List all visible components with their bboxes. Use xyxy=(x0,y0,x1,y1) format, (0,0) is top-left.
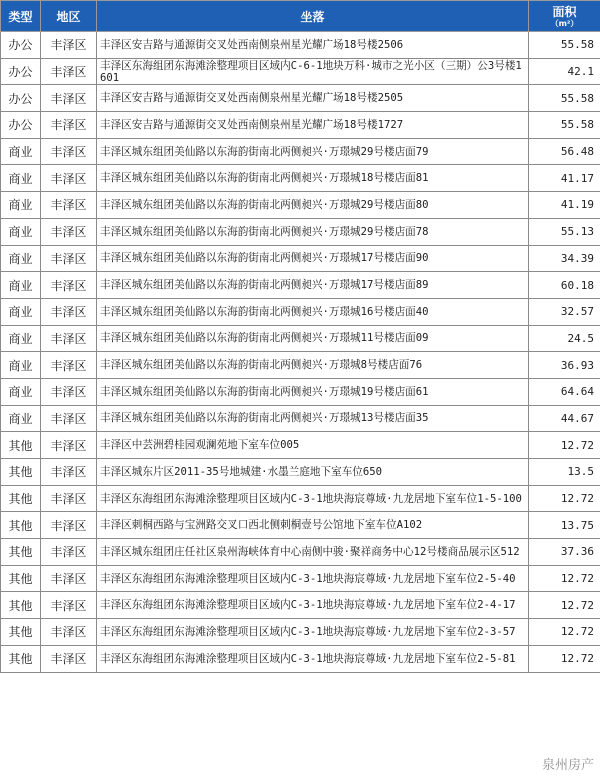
table-row xyxy=(1,58,600,85)
header-type: 类型 xyxy=(1,1,41,32)
table-row xyxy=(1,485,600,512)
table-row xyxy=(1,539,600,566)
cell-type: 其他 xyxy=(1,592,41,619)
cell-type: 其他 xyxy=(1,565,41,592)
table-row xyxy=(1,165,600,192)
cell-type: 其他 xyxy=(1,432,41,459)
cell-district: 丰泽区 xyxy=(41,405,97,432)
cell-district: 丰泽区 xyxy=(41,32,97,59)
table-body xyxy=(1,32,600,673)
cell-area: 56.48 xyxy=(529,138,600,165)
cell-area: 36.93 xyxy=(529,352,600,379)
cell-location: 丰泽区东海组团东海滩涂整理项目区域内C-3-1地块海宸尊域·九龙居地下室车位2-3-57 xyxy=(97,619,529,646)
cell-location: 丰泽区城东组团美仙路以东海韵街南北两侧昶兴·万璟城18号楼店面81 xyxy=(97,165,529,192)
table-row xyxy=(1,138,600,165)
cell-type: 其他 xyxy=(1,645,41,672)
cell-location: 丰泽区安吉路与通源街交叉处西南侧泉州星光耀广场18号楼1727 xyxy=(97,112,529,139)
table-row xyxy=(1,352,600,379)
cell-type: 商业 xyxy=(1,378,41,405)
cell-district: 丰泽区 xyxy=(41,592,97,619)
cell-district: 丰泽区 xyxy=(41,459,97,486)
cell-type: 办公 xyxy=(1,112,41,139)
cell-type: 其他 xyxy=(1,619,41,646)
cell-area: 44.67 xyxy=(529,405,600,432)
table-row xyxy=(1,459,600,486)
cell-district: 丰泽区 xyxy=(41,112,97,139)
cell-district: 丰泽区 xyxy=(41,218,97,245)
cell-district: 丰泽区 xyxy=(41,539,97,566)
table-row xyxy=(1,432,600,459)
cell-district: 丰泽区 xyxy=(41,645,97,672)
cell-location: 丰泽区城东组团美仙路以东海韵街南北两侧昶兴·万璟城8号楼店面76 xyxy=(97,352,529,379)
table-row xyxy=(1,405,600,432)
cell-location: 丰泽区城东组团美仙路以东海韵街南北两侧昶兴·万璟城16号楼店面40 xyxy=(97,298,529,325)
table-row xyxy=(1,298,600,325)
cell-district: 丰泽区 xyxy=(41,272,97,299)
header-area-unit: （m²） xyxy=(550,18,579,27)
cell-district: 丰泽区 xyxy=(41,378,97,405)
cell-location: 丰泽区城东组团美仙路以东海韵街南北两侧昶兴·万璟城11号楼店面09 xyxy=(97,325,529,352)
cell-district: 丰泽区 xyxy=(41,565,97,592)
cell-location: 丰泽区城东片区2011-35号地城建·水墨兰庭地下室车位650 xyxy=(97,459,529,486)
cell-location: 丰泽区东海组团东海滩涂整理项目区域内C-3-1地块海宸尊域·九龙居地下室车位2-5-40 xyxy=(97,565,529,592)
cell-area: 64.64 xyxy=(529,378,600,405)
cell-location: 丰泽区城东组团美仙路以东海韵街南北两侧昶兴·万璟城13号楼店面35 xyxy=(97,405,529,432)
cell-area: 60.18 xyxy=(529,272,600,299)
table-row xyxy=(1,619,600,646)
cell-location: 丰泽区安吉路与通源街交叉处西南侧泉州星光耀广场18号楼2505 xyxy=(97,85,529,112)
cell-district: 丰泽区 xyxy=(41,298,97,325)
table-row xyxy=(1,272,600,299)
watermark: 泉州房产 xyxy=(541,758,594,773)
cell-type: 其他 xyxy=(1,539,41,566)
cell-location: 丰泽区城东组团美仙路以东海韵街南北两侧昶兴·万璟城17号楼店面89 xyxy=(97,272,529,299)
table-row xyxy=(1,592,600,619)
cell-area: 12.72 xyxy=(529,619,600,646)
cell-type: 商业 xyxy=(1,138,41,165)
cell-area: 12.72 xyxy=(529,565,600,592)
table-row xyxy=(1,245,600,272)
table-row xyxy=(1,512,600,539)
cell-location: 丰泽区城东组团美仙路以东海韵街南北两侧昶兴·万璟城29号楼店面79 xyxy=(97,138,529,165)
cell-type: 商业 xyxy=(1,272,41,299)
cell-district: 丰泽区 xyxy=(41,325,97,352)
cell-district: 丰泽区 xyxy=(41,192,97,219)
cell-location: 丰泽区东海组团东海滩涂整理项目区域内C-3-1地块海宸尊域·九龙居地下室车位2-5-81 xyxy=(97,645,529,672)
table-row xyxy=(1,32,600,59)
cell-area: 32.57 xyxy=(529,298,600,325)
cell-area: 12.72 xyxy=(529,485,600,512)
cell-area: 55.58 xyxy=(529,85,600,112)
cell-district: 丰泽区 xyxy=(41,58,97,85)
cell-district: 丰泽区 xyxy=(41,85,97,112)
cell-type: 办公 xyxy=(1,32,41,59)
cell-location: 丰泽区城东组团庄任社区泉州海峡体育中心南侧中骏·聚祥商务中心12号楼商品展示区512 xyxy=(97,539,529,566)
cell-area: 41.17 xyxy=(529,165,600,192)
cell-district: 丰泽区 xyxy=(41,245,97,272)
cell-area: 13.5 xyxy=(529,459,600,486)
cell-district: 丰泽区 xyxy=(41,512,97,539)
cell-area: 37.36 xyxy=(529,539,600,566)
table-row xyxy=(1,645,600,672)
cell-type: 商业 xyxy=(1,245,41,272)
table-row xyxy=(1,378,600,405)
header-area xyxy=(529,1,600,32)
header-district: 地区 xyxy=(41,1,97,32)
cell-area: 34.39 xyxy=(529,245,600,272)
cell-type: 商业 xyxy=(1,298,41,325)
cell-district: 丰泽区 xyxy=(41,138,97,165)
table-row xyxy=(1,192,600,219)
cell-district: 丰泽区 xyxy=(41,432,97,459)
cell-area: 12.72 xyxy=(529,645,600,672)
cell-district: 丰泽区 xyxy=(41,165,97,192)
cell-type: 其他 xyxy=(1,485,41,512)
cell-area: 12.72 xyxy=(529,432,600,459)
cell-location: 丰泽区中芸洲碧桂园观澜苑地下室车位005 xyxy=(97,432,529,459)
cell-area: 13.75 xyxy=(529,512,600,539)
cell-type: 商业 xyxy=(1,165,41,192)
cell-location: 丰泽区东海组团东海滩涂整理项目区域内C-6-1地块万科·城市之光小区（三期）公3号楼1601 xyxy=(97,58,529,85)
cell-type: 商业 xyxy=(1,405,41,432)
cell-location: 丰泽区城东组团美仙路以东海韵街南北两侧昶兴·万璟城17号楼店面90 xyxy=(97,245,529,272)
table-row xyxy=(1,85,600,112)
cell-location: 丰泽区城东组团美仙路以东海韵街南北两侧昶兴·万璟城19号楼店面61 xyxy=(97,378,529,405)
cell-district: 丰泽区 xyxy=(41,352,97,379)
header-location: 坐落 xyxy=(97,1,529,32)
cell-type: 其他 xyxy=(1,459,41,486)
cell-area: 42.1 xyxy=(529,58,600,85)
cell-area: 24.5 xyxy=(529,325,600,352)
cell-location: 丰泽区城东组团美仙路以东海韵街南北两侧昶兴·万璟城29号楼店面80 xyxy=(97,192,529,219)
cell-type: 办公 xyxy=(1,58,41,85)
cell-area: 55.58 xyxy=(529,32,600,59)
cell-area: 55.13 xyxy=(529,218,600,245)
cell-location: 丰泽区东海组团东海滩涂整理项目区域内C-3-1地块海宸尊域·九龙居地下室车位2-4-17 xyxy=(97,592,529,619)
cell-location: 丰泽区安吉路与通源街交叉处西南侧泉州星光耀广场18号楼2506 xyxy=(97,32,529,59)
cell-location: 丰泽区城东组团美仙路以东海韵街南北两侧昶兴·万璟城29号楼店面78 xyxy=(97,218,529,245)
cell-type: 其他 xyxy=(1,512,41,539)
cell-type: 商业 xyxy=(1,218,41,245)
cell-district: 丰泽区 xyxy=(41,619,97,646)
table-row xyxy=(1,325,600,352)
cell-area: 41.19 xyxy=(529,192,600,219)
table-row xyxy=(1,112,600,139)
cell-area: 12.72 xyxy=(529,592,600,619)
table-row xyxy=(1,218,600,245)
header-row xyxy=(1,1,600,32)
cell-district: 丰泽区 xyxy=(41,485,97,512)
cell-type: 商业 xyxy=(1,325,41,352)
header-area-label: 面积 xyxy=(552,4,577,19)
cell-area: 55.58 xyxy=(529,112,600,139)
cell-location: 丰泽区东海组团东海滩涂整理项目区域内C-3-1地块海宸尊域·九龙居地下室车位1-5-100 xyxy=(97,485,529,512)
cell-type: 办公 xyxy=(1,85,41,112)
cell-type: 商业 xyxy=(1,352,41,379)
cell-type: 商业 xyxy=(1,192,41,219)
cell-location: 丰泽区刺桐西路与宝洲路交叉口西北侧刺桐壹号公馆地下室车位A102 xyxy=(97,512,529,539)
table-row xyxy=(1,565,600,592)
